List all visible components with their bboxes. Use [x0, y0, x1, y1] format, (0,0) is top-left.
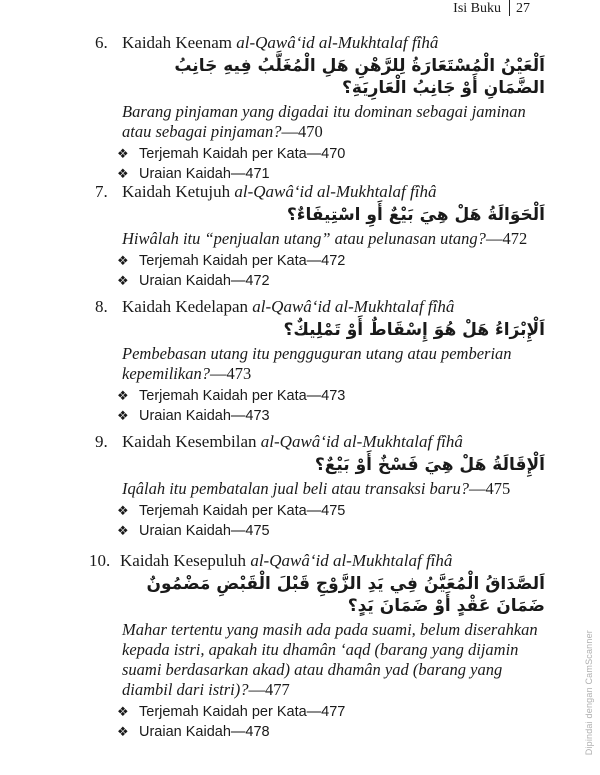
- arabic-maxim: اَلْعَيْنُ الْمُسْتَعَارَةُ لِلرَّهْنِ هَلِ الْمُغَلَّبُ فِيهِ جَانِبُ الضَّمَانِ أَوْ جَانِبُ الْعَارِيَةِ؟: [174, 56, 545, 98]
- arabic-maxim: اَلْإِقَالَةُ هَلْ هِيَ فَسْخٌ أَوْ بَيْعٌ؟: [314, 455, 545, 475]
- diamond-bullet-icon: ❖: [117, 724, 129, 739]
- maxim-translation: [122, 344, 545, 384]
- subentry: [117, 164, 545, 184]
- entry-heading: [95, 33, 545, 53]
- translation-text: Hiwâlah itu “penjualan utang” atau pelunasan utang?: [122, 229, 486, 248]
- entry-title-italic: al-Qawâ‘id al-Mukhtalaf fîhâ: [236, 33, 439, 52]
- subentry-label: Terjemah Kaidah per Kata—475: [139, 503, 346, 519]
- diamond-bullet-icon: ❖: [117, 253, 129, 268]
- translation-text: Barang pinjaman yang digadai itu dominan sebagai jaminan atau sebagai pinjaman?: [122, 102, 526, 141]
- subentry: [117, 271, 545, 291]
- subentry-label: Uraian Kaidah—478: [139, 724, 270, 740]
- entry-number: 10.: [89, 551, 111, 570]
- subentry: [117, 702, 545, 722]
- running-head-title: Isi Buku: [453, 1, 501, 16]
- arabic-maxim: اَلصَّدَاقُ الْمُعَيَّنُ فِي يَدِ الزَّوْجِ قَبْلَ الْقَبْضِ مَضْمُونٌ ضَمَانَ عَقْدٍ أَوْ ضَمَانَ يَدٍ؟: [146, 574, 545, 616]
- maxim-translation: [122, 102, 545, 142]
- subentries: [117, 386, 545, 426]
- subentries: [117, 144, 545, 184]
- entry-title-italic: al-Qawâ‘id al-Mukhtalaf fîhâ: [234, 182, 437, 201]
- subentry: [117, 406, 545, 426]
- translation-text: Iqâlah itu pembatalan jual beli atau transaksi baru?: [122, 479, 469, 498]
- maxim-translation: [122, 479, 545, 499]
- translation-page: —475: [468, 479, 511, 498]
- subentry: [117, 386, 545, 406]
- subentry: [117, 521, 545, 541]
- translation-page: —473: [209, 364, 252, 383]
- subentry-label: Terjemah Kaidah per Kata—473: [139, 388, 346, 404]
- maxim-translation: [122, 229, 545, 249]
- scanner-watermark: Dipindai dengan CamScanner: [584, 630, 594, 756]
- diamond-bullet-icon: ❖: [117, 146, 129, 161]
- translation-page: —472: [485, 229, 528, 248]
- subentry-label: Terjemah Kaidah per Kata—470: [139, 146, 346, 162]
- running-head: [453, 0, 530, 18]
- translation-text: Mahar tertentu yang masih ada pada suami, belum diserahkan kepada istri, apakah itu dhamân ‘aqd (barang yang dijamin suami berdasarkan akad) atau dhamân yad (barang yang diambil dari istri)?: [122, 620, 538, 699]
- entry-title-italic: al-Qawâ‘id al-Mukhtalaf fîhâ: [252, 297, 455, 316]
- subentry-label: Uraian Kaidah—475: [139, 523, 270, 539]
- diamond-bullet-icon: ❖: [117, 523, 129, 538]
- subentry: [117, 144, 545, 164]
- entry-title: Kaidah Kedelapan: [122, 297, 253, 316]
- entry-title-italic: al-Qawâ‘id al-Mukhtalaf fîhâ: [260, 432, 463, 451]
- subentries: [117, 702, 545, 742]
- entry-number: 9.: [95, 432, 108, 451]
- entry-title: Kaidah Kesepuluh: [120, 551, 251, 570]
- entry-title: Kaidah Kesembilan: [122, 432, 261, 451]
- maxim-translation: [122, 620, 545, 700]
- entry-heading: [95, 182, 545, 202]
- subentry-label: Terjemah Kaidah per Kata—477: [139, 704, 346, 720]
- subentry-label: Terjemah Kaidah per Kata—472: [139, 253, 346, 269]
- diamond-bullet-icon: ❖: [117, 704, 129, 719]
- entry-number: 8.: [95, 297, 108, 316]
- diamond-bullet-icon: ❖: [117, 408, 129, 423]
- translation-text: Pembebasan utang itu pengguguran utang atau pemberian kepemilikan?: [122, 344, 512, 383]
- subentries: [117, 501, 545, 541]
- subentry: [117, 722, 545, 742]
- diamond-bullet-icon: ❖: [117, 388, 129, 403]
- diamond-bullet-icon: ❖: [117, 503, 129, 518]
- page-number: 27: [516, 1, 530, 16]
- subentry-label: Uraian Kaidah—472: [139, 273, 270, 289]
- subentry: [117, 501, 545, 521]
- toc-entry-7: [95, 182, 545, 291]
- entry-number: 7.: [95, 182, 108, 201]
- subentries: [117, 251, 545, 291]
- translation-page: —470: [281, 122, 323, 141]
- arabic-maxim: اَلْحَوَالَةُ هَلْ هِيَ بَيْعٌ أَوِ اسْتِيفَاءٌ؟: [286, 205, 545, 225]
- subentry-label: Uraian Kaidah—473: [139, 408, 270, 424]
- entry-title-italic: al-Qawâ‘id al-Mukhtalaf fîhâ: [250, 551, 453, 570]
- toc-entry-6: [95, 33, 545, 184]
- diamond-bullet-icon: ❖: [117, 166, 129, 181]
- toc-entry-9: [95, 432, 545, 541]
- translation-page: —477: [248, 680, 290, 699]
- entry-title: Kaidah Keenam: [122, 33, 237, 52]
- entry-number: 6.: [95, 33, 108, 52]
- toc-entry-10: [89, 551, 545, 742]
- subentry-label: Uraian Kaidah—471: [139, 166, 270, 182]
- diamond-bullet-icon: ❖: [117, 273, 129, 288]
- arabic-maxim: اَلْإِبْرَاءُ هَلْ هُوَ إِسْقَاطٌ أَوْ تَمْلِيكٌ؟: [283, 320, 545, 340]
- entry-title: Kaidah Ketujuh: [122, 182, 235, 201]
- entry-heading: [89, 551, 545, 571]
- entry-heading: [95, 432, 545, 452]
- entry-heading: [95, 297, 545, 317]
- subentry: [117, 251, 545, 271]
- toc-entry-8: [95, 297, 545, 426]
